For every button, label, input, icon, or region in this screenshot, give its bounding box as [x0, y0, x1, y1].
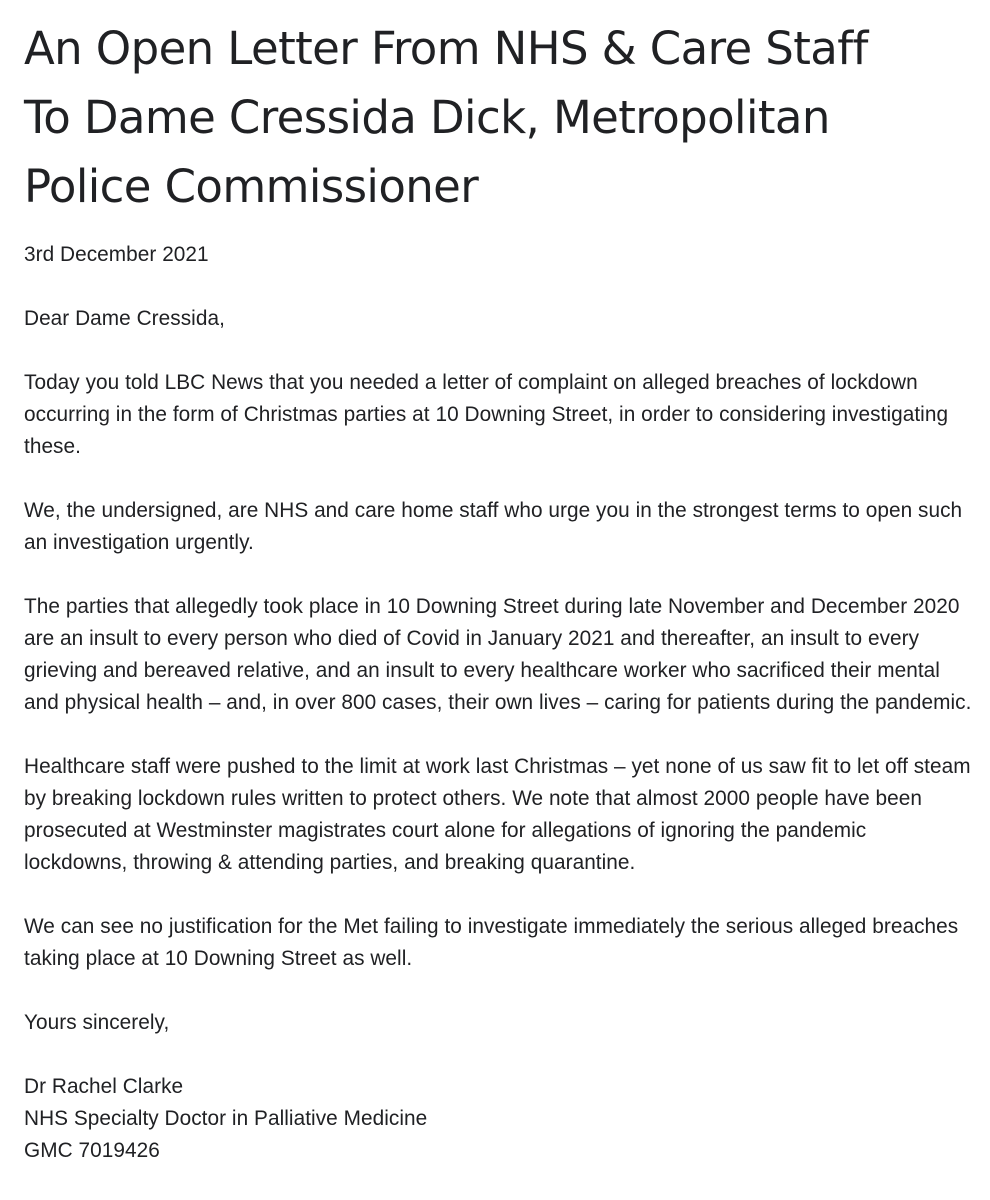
- letter-paragraph-4: Healthcare staff were pushed to the limit at work last Christmas – yet none of us saw fit to let off steam by breaking lockdown rules written to protect others. We note that almost 2000 people have been prosecuted at Westminster magistrates court alone for allegations of ignoring the pandemic lockdowns, throwing & attending parties, and breaking quarantine.: [24, 755, 971, 874]
- letter-paragraph-1: Today you told LBC News that you needed a letter of complaint on alleged breaches of lockdown occurring in the form of Christmas parties at 10 Downing Street, in order to considering investigating these.: [24, 371, 949, 458]
- letter-date: 3rd December 2021: [24, 243, 209, 266]
- signature-block: [24, 1071, 974, 1167]
- title-line-2: To Dame Cressida Dick, Metropolitan: [24, 91, 830, 144]
- signature-name: Dr Rachel Clarke: [24, 1075, 184, 1098]
- letter-paragraph-2: We, the undersigned, are NHS and care home staff who urge you in the strongest terms to open such an investigation urgently.: [24, 499, 963, 554]
- signature-gmc: GMC 7019426: [24, 1139, 160, 1162]
- title-line-3: Police Commissioner: [24, 160, 479, 213]
- letter-page: [24, 14, 974, 1167]
- letter-title: [24, 14, 974, 221]
- signature-role: NHS Specialty Doctor in Palliative Medicine: [24, 1107, 428, 1130]
- letter-paragraph-5: We can see no justification for the Met failing to investigate immediately the serious alleged breaches taking place at 10 Downing Street as well.: [24, 915, 959, 970]
- letter-body: [24, 239, 974, 1167]
- letter-paragraph-3: The parties that allegedly took place in 10 Downing Street during late November and December 2020 are an insult to every person who died of Covid in January 2021 and thereafter, an insult to every grieving and bereaved relative, and an insult to every healthcare worker who sacrificed their mental and physical health – and, in over 800 cases, their own lives – caring for patients during the pandemic.: [24, 595, 972, 714]
- letter-closing: Yours sincerely,: [24, 1011, 170, 1034]
- letter-salutation: Dear Dame Cressida,: [24, 307, 225, 330]
- title-line-1: An Open Letter From NHS & Care Staff: [24, 22, 868, 75]
